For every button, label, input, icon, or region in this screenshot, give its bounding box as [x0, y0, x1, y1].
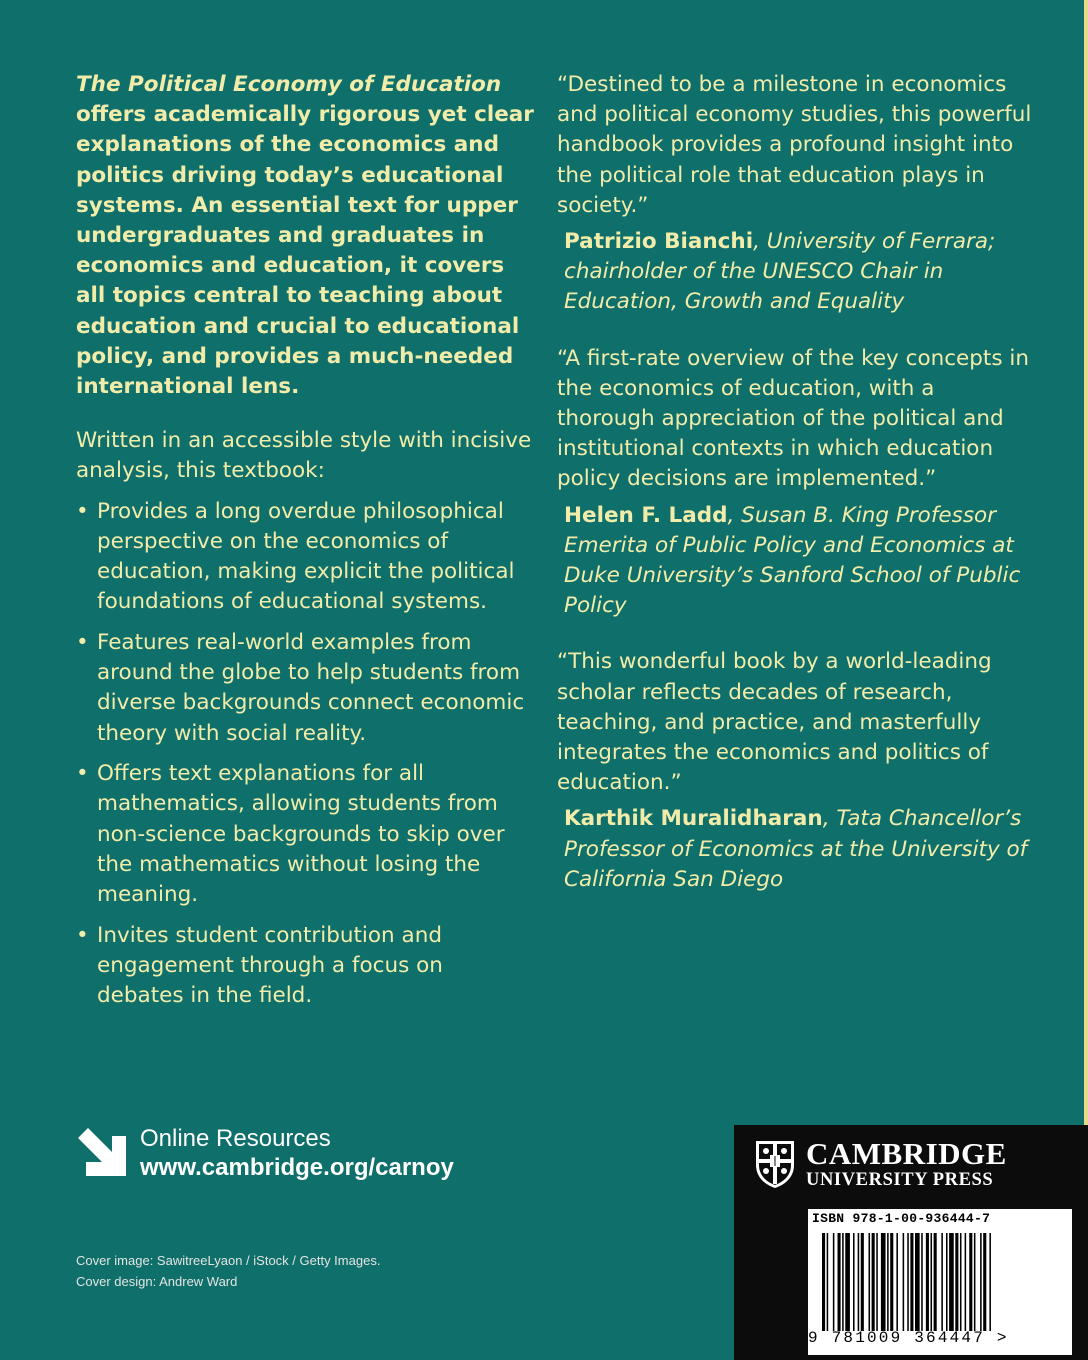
isbn-barcode [808, 1209, 1072, 1355]
isbn-label: ISBN 978-1-00-936444-7 [812, 1211, 991, 1226]
barcode-bar [989, 1233, 991, 1331]
feature-text: Invites student contribution and engagement through a focus on debates in the field. [97, 922, 443, 1009]
barcode-bar [861, 1233, 864, 1331]
barcode-bar [960, 1233, 962, 1331]
online-resources-url[interactable]: www.cambridge.org/carnoy [140, 1154, 454, 1181]
barcode-bar [934, 1233, 937, 1331]
intro-body: offers academically rigorous yet clear explanations of the economics and politics driving today’s educational systems. An essential text for upper undergraduates and graduates in economics and education, it covers all topics central to teaching about education and crucial to educational policy, and provides a much-needed international lens. [76, 102, 534, 400]
feature-text: Provides a long overdue philosophical perspective on the economics of education, making explicit the political foundations of educational systems. [97, 498, 515, 615]
barcode-bar [872, 1233, 875, 1331]
publisher-panel [734, 1125, 1088, 1360]
feature-item [76, 921, 536, 1012]
endorser-name: Helen F. Ladd [564, 502, 728, 528]
endorsement-attribution [564, 804, 1032, 895]
barcode-bar [853, 1233, 855, 1331]
publisher-name: CAMBRIDGE [806, 1136, 1007, 1171]
barcode-bar [887, 1233, 889, 1331]
feature-item [76, 628, 536, 749]
feature-item [76, 759, 536, 910]
barcode-bar [926, 1233, 929, 1331]
feature-text: Offers text explanations for all mathematics, allowing students from non-science backgrounds to skip over the mathematics without losing the meaning. [97, 761, 505, 908]
barcode-bar [910, 1233, 913, 1331]
endorser-role: , University of Ferrara; chairholder of the UNESCO Chair in Education, Growth and Equality [564, 229, 996, 315]
cover-image-credit: Cover image: SawitreeLyaon / iStock / Getty Images. [76, 1253, 381, 1268]
endorsement-quote: “A first-rate overview of the key concepts in the economics of education, with a thorough appreciation of the political and institutional contexts in which education policy decisions are implemented.” [557, 345, 1029, 492]
endorser-name: Karthik Muralidharan [564, 806, 823, 832]
cover-design-credit: Cover design: Andrew Ward [76, 1274, 238, 1289]
barcode-bar [931, 1233, 933, 1331]
endorser-role: , Susan B. King Professor Emerita of Public Policy and Economics at Duke University’s Sanford School of Public Policy [564, 502, 1021, 619]
bullet-icon: • [76, 761, 89, 787]
barcode-bars [822, 1233, 1058, 1331]
barcode-bar [980, 1233, 982, 1331]
barcode-bar [974, 1233, 976, 1331]
endorsements-column [557, 70, 1032, 921]
barcode-bar [845, 1233, 850, 1331]
bullet-icon: • [76, 922, 89, 948]
barcode-bar [946, 1233, 948, 1331]
barcode-bar [833, 1233, 835, 1331]
endorser-name: Patrizio Bianchi [564, 229, 754, 255]
intro-paragraph [76, 70, 536, 402]
blurb-column [76, 70, 536, 1022]
feature-item [76, 497, 536, 618]
barcode-bar [842, 1233, 844, 1331]
endorsement-attribution [564, 227, 1032, 318]
endorsement-quote: “Destined to be a milestone in economics and political economy studies, this powerful handbook provides a profound insight into the political role that education plays in society.” [557, 72, 1032, 218]
online-resources[interactable] [76, 1124, 454, 1182]
arrow-down-right-icon [76, 1126, 128, 1178]
barcode-bar [869, 1233, 871, 1331]
publisher-logo [754, 1137, 1007, 1190]
publisher-wordmark [806, 1137, 1007, 1190]
barcode-bar [838, 1233, 841, 1331]
publisher-press: UNIVERSITY PRESS [806, 1170, 994, 1190]
spine-edge-strip [1084, 0, 1088, 1125]
barcode-bar [827, 1233, 829, 1331]
feature-text: Features real-world examples from around the globe to help students from diverse backgrounds connect economic theory with social reality. [97, 629, 525, 746]
cover-credits [76, 1250, 380, 1292]
endorsement-attribution [564, 501, 1032, 622]
feature-list [76, 497, 536, 1012]
barcode-bar [896, 1233, 898, 1331]
barcode-bar [876, 1233, 878, 1331]
written-intro: Written in an accessible style with incisive analysis, this textbook: [76, 428, 532, 484]
barcode-bar [907, 1233, 909, 1331]
barcode-bar [858, 1233, 860, 1331]
online-resources-label: Online Resources [140, 1125, 331, 1152]
endorser-role: , Tata Chancellor’s Professor of Economics at the University of California San Diego [564, 806, 1028, 892]
barcode-bar [903, 1233, 905, 1331]
barcode-bar [969, 1233, 972, 1331]
barcode-bar [941, 1233, 943, 1331]
barcode-bar [915, 1233, 920, 1331]
book-title: The Political Economy of Education [76, 72, 502, 97]
university-crest-icon [754, 1139, 796, 1189]
barcode-bar [822, 1233, 825, 1331]
bullet-icon: • [76, 629, 89, 655]
endorsement-quote: “This wonderful book by a world-leading scholar reflects decades of research, teaching, and practice, and masterfully integrates the economics and politics of education.” [557, 649, 992, 796]
barcode-bar [921, 1233, 923, 1331]
bullet-icon: • [76, 498, 89, 524]
barcode-bar [983, 1233, 986, 1331]
online-resources-text [140, 1124, 454, 1182]
barcode-bar [881, 1233, 886, 1331]
barcode-bar [949, 1233, 954, 1331]
barcode-digits: 9 781009 364447 > [808, 1329, 1009, 1347]
barcode-bar [890, 1233, 893, 1331]
barcode-bar [965, 1233, 967, 1331]
barcode-bar [955, 1233, 958, 1331]
